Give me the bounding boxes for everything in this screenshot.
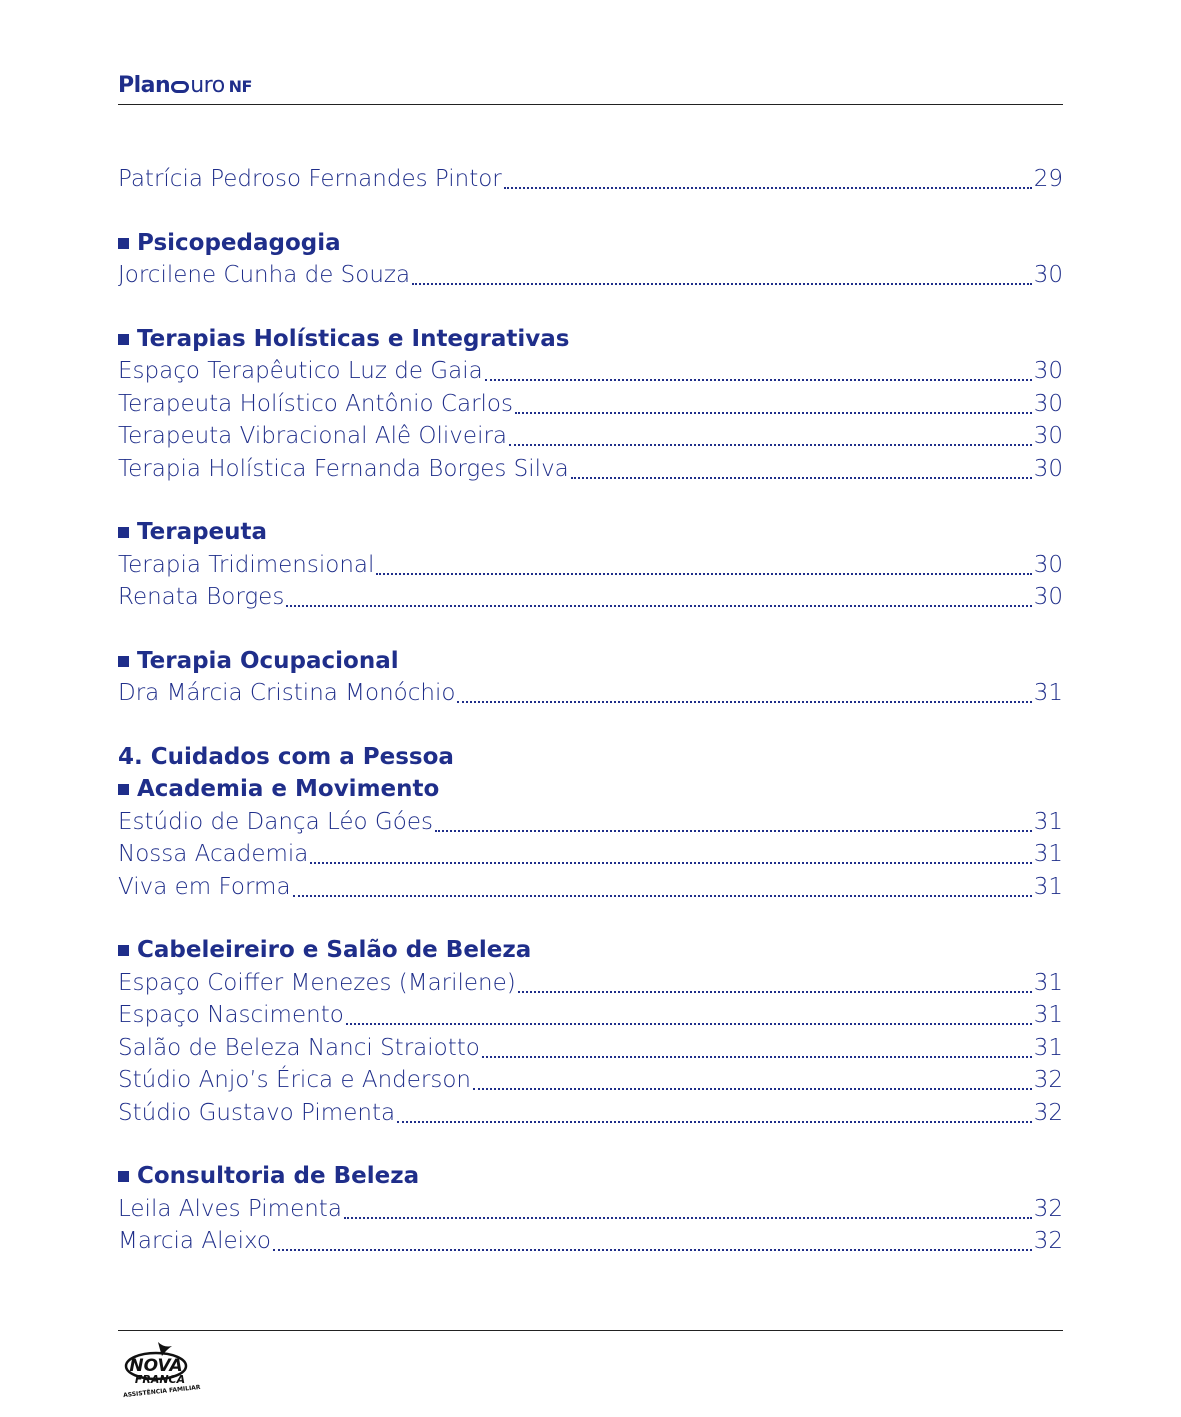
toc-entry[interactable] xyxy=(118,999,1063,1032)
section-heading-text: Terapeuta xyxy=(137,519,268,545)
toc-entry-page: 32 xyxy=(1033,1195,1063,1222)
toc-entry-page: 31 xyxy=(1033,969,1063,996)
section-heading-text: Academia e Movimento xyxy=(137,776,440,802)
logo-franca-text: FRANCA xyxy=(134,1373,186,1386)
section-heading xyxy=(118,227,1063,260)
logo-text-nf: NF xyxy=(228,77,252,96)
section-heading xyxy=(118,934,1063,967)
toc-section xyxy=(118,227,1063,292)
toc-entry-name: Leila Alves Pimenta xyxy=(118,1195,342,1222)
square-bullet-icon xyxy=(118,656,129,667)
toc-entry[interactable] xyxy=(118,806,1063,839)
dot-leader xyxy=(293,895,1032,897)
toc-entry[interactable] xyxy=(118,163,1063,196)
dot-leader xyxy=(344,1217,1032,1219)
toc-entry-page: 31 xyxy=(1033,808,1063,835)
toc-entry[interactable] xyxy=(118,967,1063,1000)
toc-section xyxy=(118,163,1063,196)
square-bullet-icon xyxy=(118,334,129,345)
toc-entry-page: 30 xyxy=(1033,455,1063,482)
toc-section xyxy=(118,741,1063,904)
toc-entry-page: 32 xyxy=(1033,1067,1063,1093)
dot-leader xyxy=(509,444,1032,446)
dot-leader xyxy=(397,1121,1032,1123)
toc-entry[interactable] xyxy=(118,871,1063,904)
toc-entry-name: Stúdio Anjo’s Érica e Anderson xyxy=(118,1067,471,1093)
toc-entry-name: Stúdio Gustavo Pimenta xyxy=(118,1099,396,1126)
toc-section xyxy=(118,934,1063,1129)
section-heading-text: Terapias Holísticas e Integrativas xyxy=(137,325,570,352)
toc-entry[interactable] xyxy=(118,388,1063,421)
dot-leader xyxy=(485,379,1032,381)
toc-entry-page: 31 xyxy=(1033,841,1063,867)
dot-leader xyxy=(482,1056,1032,1058)
dot-leader xyxy=(457,701,1031,703)
toc-section xyxy=(118,645,1063,710)
toc-entry[interactable] xyxy=(118,453,1063,486)
dot-leader xyxy=(412,283,1032,285)
toc-entry[interactable] xyxy=(118,1225,1063,1258)
dot-leader xyxy=(346,1023,1032,1025)
section-heading-text: Consultoria de Beleza xyxy=(137,1163,420,1189)
footer-divider xyxy=(118,1330,1063,1331)
toc-entry[interactable] xyxy=(118,1032,1063,1065)
square-bullet-icon xyxy=(118,527,129,538)
toc-entry[interactable] xyxy=(118,677,1063,710)
toc-entry-name: Terapia Tridimensional xyxy=(118,551,375,578)
square-bullet-icon xyxy=(118,784,129,795)
ring-icon xyxy=(171,81,189,93)
dot-leader xyxy=(435,830,1032,832)
section-heading xyxy=(118,516,1063,549)
toc-entry-name: Dra Márcia Cristina Monóchio xyxy=(118,680,456,706)
toc-section xyxy=(118,516,1063,614)
page-header xyxy=(118,70,1063,105)
dot-leader xyxy=(473,1088,1032,1090)
section-heading-text: Terapia Ocupacional xyxy=(137,647,399,674)
dot-leader xyxy=(504,187,1032,189)
dot-leader xyxy=(571,477,1032,479)
toc-entry-name: Espaço Terapêutico Luz de Gaia xyxy=(118,358,483,384)
dot-leader xyxy=(286,605,1031,607)
square-bullet-icon xyxy=(118,238,129,249)
dot-leader xyxy=(310,862,1031,864)
toc-entry-name: Espaço Coiffer Menezes (Marilene) xyxy=(118,969,516,996)
logo-nova-text: NOVA xyxy=(129,1356,183,1376)
toc-entry-page: 29 xyxy=(1033,166,1063,192)
toc-entry-name: Salão de Beleza Nanci Straiotto xyxy=(118,1034,480,1061)
toc-entry-name: Viva em Forma xyxy=(118,873,291,900)
toc-entry[interactable] xyxy=(118,1193,1063,1226)
logo-text-plan: Plan xyxy=(118,73,171,98)
toc-entry-page: 31 xyxy=(1033,1034,1063,1061)
toc-entry-page: 31 xyxy=(1033,1002,1063,1028)
toc-entry[interactable] xyxy=(118,838,1063,871)
toc-entry-name: Renata Borges xyxy=(118,584,285,610)
square-bullet-icon xyxy=(118,1171,129,1182)
toc-entry-page: 30 xyxy=(1033,551,1063,578)
toc-entry-name: Patrícia Pedroso Fernandes Pintor xyxy=(118,166,502,192)
nova-franca-logo xyxy=(118,1338,208,1398)
toc-entry-name: Terapeuta Holístico Antônio Carlos xyxy=(118,390,513,417)
toc-entry[interactable] xyxy=(118,1064,1063,1097)
toc-entry-page: 31 xyxy=(1033,873,1063,900)
dot-leader xyxy=(273,1249,1032,1251)
toc-entry-name: Terapia Holística Fernanda Borges Silva xyxy=(118,455,569,482)
nova-franca-logo-icon xyxy=(118,1338,208,1398)
toc-entry-page: 32 xyxy=(1033,1228,1063,1254)
plano-ouro-logo xyxy=(118,74,252,99)
dot-leader xyxy=(515,412,1032,414)
toc-entry-page: 32 xyxy=(1033,1099,1063,1126)
square-bullet-icon xyxy=(118,945,129,956)
toc-entry-name: Estúdio de Dança Léo Góes xyxy=(118,808,433,835)
section-heading xyxy=(118,323,1063,356)
toc-entry-page: 30 xyxy=(1033,584,1063,610)
toc-section xyxy=(118,323,1063,486)
dot-leader xyxy=(518,991,1032,993)
logo-text-uro: uro xyxy=(190,73,225,98)
section-heading xyxy=(118,645,1063,678)
toc-entry-name: Terapeuta Vibracional Alê Oliveira xyxy=(118,423,508,449)
toc-entry-name: Jorcilene Cunha de Souza xyxy=(118,262,411,288)
toc-entry[interactable] xyxy=(118,355,1063,388)
section-heading xyxy=(118,773,1063,806)
toc-entry[interactable] xyxy=(118,581,1063,614)
dot-leader xyxy=(376,573,1031,575)
toc-entry-page: 30 xyxy=(1033,423,1063,449)
toc-entry[interactable] xyxy=(118,420,1063,453)
chapter-heading: 4. Cuidados com a Pessoa xyxy=(118,743,454,770)
logo-assistencia-text: ASSISTÊNCIA FAMILIAR xyxy=(122,1383,201,1398)
table-of-contents xyxy=(118,163,1063,1289)
toc-entry-name: Espaço Nascimento xyxy=(118,1002,344,1028)
toc-entry-page: 30 xyxy=(1033,390,1063,417)
toc-entry-page: 30 xyxy=(1033,358,1063,384)
section-heading-text: Cabeleireiro e Salão de Beleza xyxy=(137,937,532,963)
section-heading-text: Psicopedagogia xyxy=(137,229,341,256)
toc-entry-page: 31 xyxy=(1033,680,1063,706)
section-heading xyxy=(118,1160,1063,1193)
toc-entry[interactable] xyxy=(118,1097,1063,1130)
toc-entry-page: 30 xyxy=(1033,262,1063,288)
toc-entry-name: Marcia Aleixo xyxy=(118,1228,271,1254)
toc-entry[interactable] xyxy=(118,549,1063,582)
toc-section xyxy=(118,1160,1063,1258)
toc-entry-name: Nossa Academia xyxy=(118,841,309,867)
toc-entry[interactable] xyxy=(118,259,1063,292)
